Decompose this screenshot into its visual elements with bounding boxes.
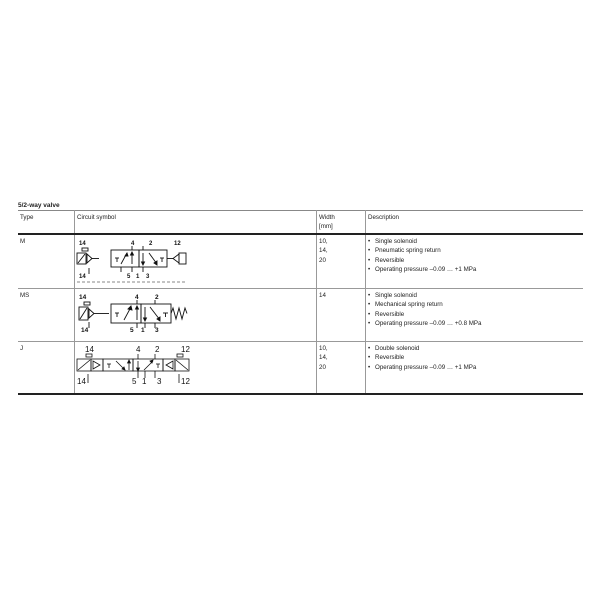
header-width-label: Width (319, 213, 335, 221)
port-label: 14 (79, 241, 86, 247)
valve-symbol-ms (75, 290, 195, 337)
port-label: 14 (79, 294, 87, 301)
port-label: 12 (181, 345, 190, 354)
description-list (368, 237, 581, 275)
description-cell (366, 234, 584, 289)
type-cell: MS (18, 289, 75, 342)
list-item: • Operating pressure –0.09 … +0.8 MPa (368, 319, 581, 329)
description-cell (366, 289, 584, 342)
description-list (368, 344, 581, 373)
valve-symbol-j (75, 343, 200, 389)
circuit-symbol-cell (75, 234, 317, 289)
port-label: 1 (141, 327, 145, 334)
section-title: 5/2-way valve (18, 202, 60, 209)
port-label: 14 (81, 327, 89, 334)
port-label: 14 (79, 274, 86, 280)
port-label: 4 (131, 241, 135, 247)
list-item: • Reversible (368, 256, 581, 266)
description-cell (366, 342, 584, 395)
width-value: 14, (319, 354, 328, 361)
table-row (18, 234, 583, 289)
port-label: 5 (130, 327, 134, 334)
port-label: 4 (135, 294, 139, 301)
port-label: 5 (132, 377, 137, 386)
width-value: 20 (319, 256, 326, 264)
list-item: • Mechanical spring return (368, 300, 581, 310)
port-label: 1 (136, 274, 140, 280)
port-label: 3 (157, 377, 162, 386)
description-list (368, 291, 581, 329)
width-cell (317, 234, 366, 289)
port-label: 3 (146, 274, 150, 280)
table-row (18, 289, 583, 342)
type-cell: M (18, 234, 75, 289)
port-label: 14 (85, 345, 94, 354)
header-description: Description (366, 211, 584, 235)
type-cell: J (18, 342, 75, 395)
port-label: 12 (174, 241, 181, 247)
width-value: 14, (319, 247, 328, 254)
width-value: 10, (319, 344, 328, 352)
port-label: 1 (142, 377, 147, 386)
table-header-row (18, 211, 583, 235)
list-item: • Single solenoid (368, 291, 581, 301)
list-item: • Operating pressure –0.09 … +1 MPa (368, 265, 581, 275)
port-label: 2 (155, 294, 159, 301)
header-type: Type (18, 211, 75, 235)
valve-table-sheet (18, 201, 583, 395)
valve-table (18, 210, 583, 395)
valve-symbol-m (75, 236, 195, 284)
list-item: • Pneumatic spring return (368, 246, 581, 256)
port-label: 12 (181, 377, 190, 386)
list-item: • Double solenoid (368, 344, 581, 354)
list-item: • Single solenoid (368, 237, 581, 247)
width-cell (317, 289, 366, 342)
port-label: 14 (77, 377, 86, 386)
port-label: 2 (155, 345, 160, 354)
list-item: • Reversible (368, 310, 581, 320)
list-item: • Operating pressure –0.09 … +1 MPa (368, 363, 581, 373)
width-value: 14 (319, 291, 326, 299)
width-value: 20 (319, 363, 326, 371)
header-width-unit: [mm] (319, 223, 333, 230)
port-label: 2 (149, 241, 153, 247)
port-label: 3 (155, 327, 159, 334)
header-circuit-symbol: Circuit symbol (75, 211, 317, 235)
circuit-symbol-cell (75, 342, 317, 395)
table-row (18, 342, 583, 395)
width-cell (317, 342, 366, 395)
circuit-symbol-cell (75, 289, 317, 342)
port-label: 4 (136, 345, 141, 354)
width-value: 10, (319, 237, 328, 245)
list-item: • Reversible (368, 353, 581, 363)
header-width (317, 211, 366, 235)
port-label: 5 (127, 274, 131, 280)
